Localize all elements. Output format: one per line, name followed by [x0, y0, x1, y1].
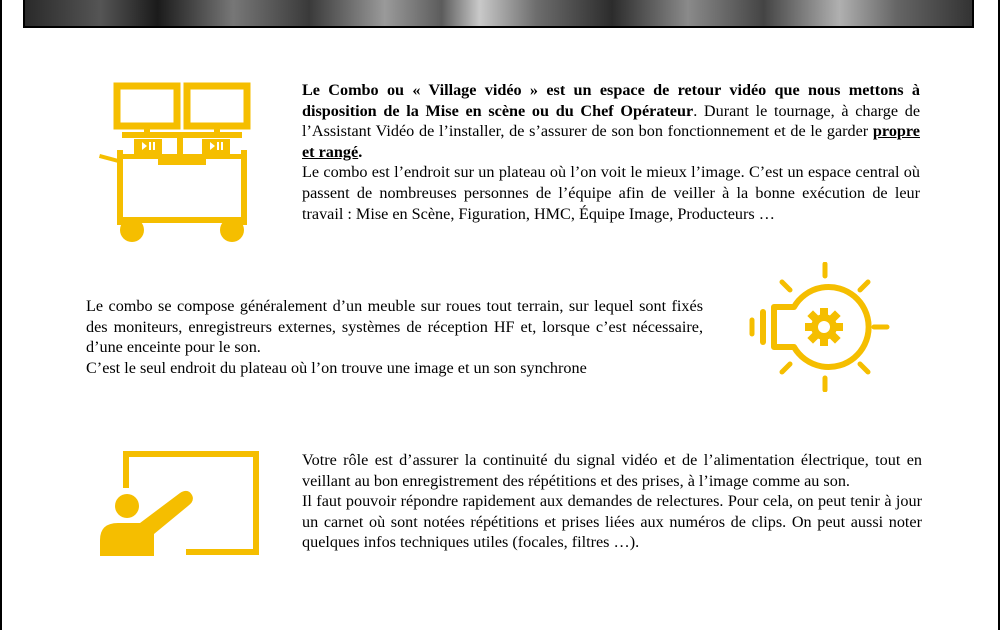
- emphasis-period: .: [358, 142, 363, 161]
- role-playback-text: Il faut pouvoir répondre rapidement aux demandes de relectures. Pour cela, on peut tenir à jour un carnet où sont notées répétitions et prises liées aux numéros de clips. On peut aussi noter quelques infos techniques utiles (focales, filtres …).: [302, 492, 922, 552]
- presenter-board-icon: [96, 448, 264, 560]
- header-photo: [23, 0, 974, 28]
- combo-composition-text: Le combo se compose généralement d’un meuble sur roues tout terrain, sur lequel sont fixés des moniteurs, enregistreurs externes, systèmes de réception HF et, lorsque c’est nécessaire, d’une enceinte pour le son.: [86, 297, 703, 357]
- section1-text: [302, 80, 920, 224]
- combo-location-text: Le combo est l’endroit sur un plateau où l’on voit le mieux l’image. C’est un espace central où passent de nombreuses personnes de l’équipe afin de veiller à la bonne exécution de leur travail : Mise en Scène, Figuration, HMC, Équipe Image, Producteurs …: [302, 163, 920, 223]
- clean-tidy-emphasis: propre et rangé: [302, 122, 920, 161]
- combo-definition-bold: Le Combo ou « Village vidéo » est un espace de retour vidéo que nous mettons à disposition de la Mise en scène ou du Chef Opérateur: [302, 81, 920, 120]
- role-continuity-text: Votre rôle est d’assurer la continuité du signal vidéo et de l’alimentation électrique, tout en veillant au bon enregistrement des répétitions et des prises, à l’image comme au son.: [302, 451, 922, 490]
- combo-definition-text: . Durant le tournage, à charge de l’Assistant Vidéo de l’installer, de s’assurer de son bon fonctionnement et de le garder: [302, 101, 920, 141]
- lightbulb-gear-icon: [744, 262, 894, 392]
- section2-text: [86, 296, 703, 378]
- video-cart-icon: [92, 82, 272, 248]
- combo-sync-text: C’est le seul endroit du plateau où l’on trouve une image et un son synchrone: [86, 358, 587, 377]
- section3-text: [302, 450, 922, 553]
